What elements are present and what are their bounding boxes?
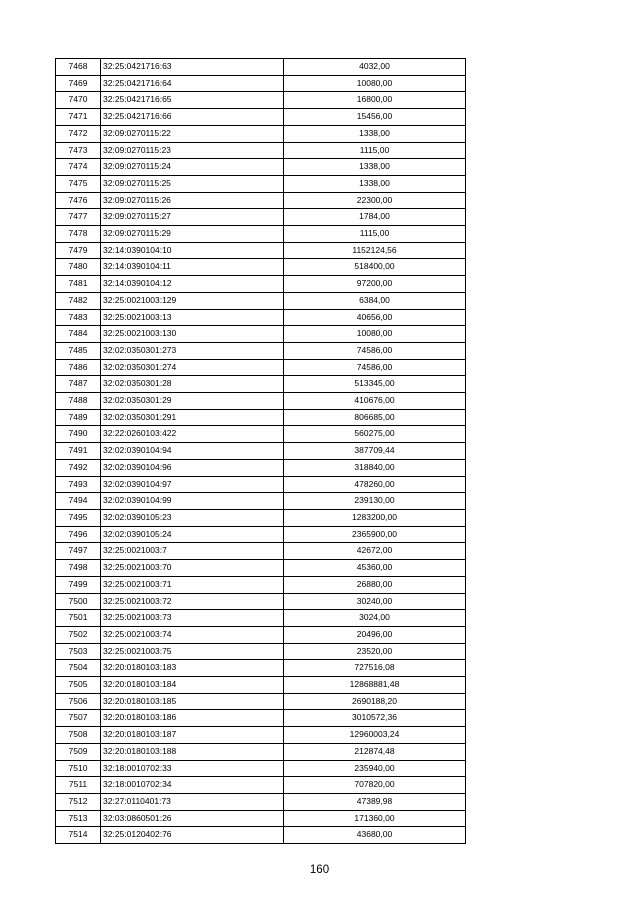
value-cell: 212874,48: [284, 743, 466, 760]
table-row: [56, 242, 466, 259]
table-row: [56, 426, 466, 443]
row-number-cell: 7512: [56, 793, 101, 810]
row-number-cell: 7478: [56, 226, 101, 243]
table-row: [56, 192, 466, 209]
cadastral-number-cell: 32:02:0390104:96: [101, 459, 284, 476]
page-number: 160: [309, 864, 330, 876]
table-row: [56, 175, 466, 192]
table-row: [56, 276, 466, 293]
cadastral-number-cell: 32:02:0390104:94: [101, 443, 284, 460]
value-cell: 727516,08: [284, 660, 466, 677]
table-row: [56, 142, 466, 159]
value-cell: 43680,00: [284, 827, 466, 844]
value-cell: 235940,00: [284, 760, 466, 777]
table-row: [56, 560, 466, 577]
row-number-cell: 7509: [56, 743, 101, 760]
value-cell: 1115,00: [284, 142, 466, 159]
row-number-cell: 7505: [56, 677, 101, 694]
cadastral-number-cell: 32:25:0021003:70: [101, 560, 284, 577]
cadastral-number-cell: 32:25:0421716:63: [101, 59, 284, 76]
value-cell: 2365900,00: [284, 526, 466, 543]
value-cell: 707820,00: [284, 777, 466, 794]
cadastral-number-cell: 32:02:0390104:99: [101, 493, 284, 510]
cadastral-table: [55, 58, 466, 844]
cadastral-number-cell: 32:09:0270115:22: [101, 125, 284, 142]
value-cell: 40656,00: [284, 309, 466, 326]
row-number-cell: 7499: [56, 576, 101, 593]
table-row: [56, 576, 466, 593]
cadastral-number-cell: 32:14:0390104:12: [101, 276, 284, 293]
table-row: [56, 543, 466, 560]
row-number-cell: 7502: [56, 626, 101, 643]
cadastral-number-cell: 32:02:0390105:23: [101, 509, 284, 526]
cadastral-number-cell: 32:18:0010702:33: [101, 760, 284, 777]
cadastral-number-cell: 32:09:0270115:25: [101, 175, 284, 192]
cadastral-number-cell: 32:25:0421716:64: [101, 75, 284, 92]
cadastral-number-cell: 32:02:0350301:273: [101, 342, 284, 359]
cadastral-number-cell: 32:25:0421716:66: [101, 109, 284, 126]
value-cell: 171360,00: [284, 810, 466, 827]
cadastral-number-cell: 32:14:0390104:11: [101, 259, 284, 276]
row-number-cell: 7497: [56, 543, 101, 560]
row-number-cell: 7491: [56, 443, 101, 460]
table-row: [56, 827, 466, 844]
row-number-cell: 7482: [56, 292, 101, 309]
row-number-cell: 7484: [56, 326, 101, 343]
table-row: [56, 710, 466, 727]
cadastral-number-cell: 32:25:0120402:76: [101, 827, 284, 844]
value-cell: 30240,00: [284, 593, 466, 610]
row-number-cell: 7500: [56, 593, 101, 610]
row-number-cell: 7501: [56, 610, 101, 627]
value-cell: 239130,00: [284, 493, 466, 510]
value-cell: 26880,00: [284, 576, 466, 593]
table-row: [56, 209, 466, 226]
value-cell: 513345,00: [284, 376, 466, 393]
cadastral-number-cell: 32:09:0270115:23: [101, 142, 284, 159]
value-cell: 10080,00: [284, 326, 466, 343]
table-body: [56, 59, 466, 844]
cadastral-number-cell: 32:25:0021003:75: [101, 643, 284, 660]
row-number-cell: 7511: [56, 777, 101, 794]
row-number-cell: 7487: [56, 376, 101, 393]
value-cell: 97200,00: [284, 276, 466, 293]
cadastral-number-cell: 32:02:0390104:97: [101, 476, 284, 493]
row-number-cell: 7493: [56, 476, 101, 493]
table-row: [56, 810, 466, 827]
value-cell: 518400,00: [284, 259, 466, 276]
cadastral-number-cell: 32:02:0350301:29: [101, 393, 284, 410]
table-row: [56, 760, 466, 777]
row-number-cell: 7474: [56, 159, 101, 176]
row-number-cell: 7488: [56, 393, 101, 410]
table-row: [56, 660, 466, 677]
table-row: [56, 259, 466, 276]
row-number-cell: 7489: [56, 409, 101, 426]
table-row: [56, 526, 466, 543]
value-cell: 1784,00: [284, 209, 466, 226]
value-cell: 806685,00: [284, 409, 466, 426]
value-cell: 3010572,36: [284, 710, 466, 727]
cadastral-number-cell: 32:25:0021003:130: [101, 326, 284, 343]
row-number-cell: 7481: [56, 276, 101, 293]
row-number-cell: 7476: [56, 192, 101, 209]
table-row: [56, 793, 466, 810]
cadastral-number-cell: 32:09:0270115:29: [101, 226, 284, 243]
cadastral-number-cell: 32:25:0021003:72: [101, 593, 284, 610]
cadastral-number-cell: 32:18:0010702:34: [101, 777, 284, 794]
table-row: [56, 727, 466, 744]
value-cell: 16800,00: [284, 92, 466, 109]
row-number-cell: 7498: [56, 560, 101, 577]
table-row: [56, 342, 466, 359]
row-number-cell: 7475: [56, 175, 101, 192]
value-cell: 23520,00: [284, 643, 466, 660]
cadastral-number-cell: 32:20:0180103:187: [101, 727, 284, 744]
cadastral-number-cell: 32:20:0180103:185: [101, 693, 284, 710]
table-row: [56, 409, 466, 426]
value-cell: 15456,00: [284, 109, 466, 126]
table-row: [56, 677, 466, 694]
value-cell: 47389,98: [284, 793, 466, 810]
value-cell: 1152124,56: [284, 242, 466, 259]
row-number-cell: 7477: [56, 209, 101, 226]
table-row: [56, 359, 466, 376]
cadastral-number-cell: 32:25:0021003:7: [101, 543, 284, 560]
row-number-cell: 7473: [56, 142, 101, 159]
row-number-cell: 7472: [56, 125, 101, 142]
value-cell: 478260,00: [284, 476, 466, 493]
table-row: [56, 92, 466, 109]
table-row: [56, 593, 466, 610]
row-number-cell: 7483: [56, 309, 101, 326]
table-row: [56, 109, 466, 126]
value-cell: 1338,00: [284, 175, 466, 192]
value-cell: 2690188,20: [284, 693, 466, 710]
table-row: [56, 376, 466, 393]
cadastral-number-cell: 32:02:0350301:274: [101, 359, 284, 376]
cadastral-number-cell: 32:25:0021003:74: [101, 626, 284, 643]
row-number-cell: 7510: [56, 760, 101, 777]
row-number-cell: 7479: [56, 242, 101, 259]
row-number-cell: 7514: [56, 827, 101, 844]
table-row: [56, 59, 466, 76]
value-cell: 20496,00: [284, 626, 466, 643]
cadastral-number-cell: 32:09:0270115:27: [101, 209, 284, 226]
table-row: [56, 743, 466, 760]
cadastral-number-cell: 32:09:0270115:24: [101, 159, 284, 176]
value-cell: 387709,44: [284, 443, 466, 460]
value-cell: 1115,00: [284, 226, 466, 243]
row-number-cell: 7471: [56, 109, 101, 126]
row-number-cell: 7469: [56, 75, 101, 92]
table-row: [56, 459, 466, 476]
row-number-cell: 7468: [56, 59, 101, 76]
table-row: [56, 159, 466, 176]
value-cell: 560275,00: [284, 426, 466, 443]
table-row: [56, 292, 466, 309]
row-number-cell: 7495: [56, 509, 101, 526]
row-number-cell: 7485: [56, 342, 101, 359]
table-row: [56, 493, 466, 510]
value-cell: 12960003,24: [284, 727, 466, 744]
table-row: [56, 610, 466, 627]
row-number-cell: 7507: [56, 710, 101, 727]
row-number-cell: 7508: [56, 727, 101, 744]
row-number-cell: 7504: [56, 660, 101, 677]
cadastral-number-cell: 32:14:0390104:10: [101, 242, 284, 259]
row-number-cell: 7470: [56, 92, 101, 109]
row-number-cell: 7492: [56, 459, 101, 476]
value-cell: 3024,00: [284, 610, 466, 627]
value-cell: 1338,00: [284, 159, 466, 176]
row-number-cell: 7480: [56, 259, 101, 276]
cadastral-number-cell: 32:02:0350301:291: [101, 409, 284, 426]
row-number-cell: 7490: [56, 426, 101, 443]
cadastral-number-cell: 32:03:0860501:26: [101, 810, 284, 827]
value-cell: 45360,00: [284, 560, 466, 577]
row-number-cell: 7496: [56, 526, 101, 543]
row-number-cell: 7513: [56, 810, 101, 827]
table-row: [56, 226, 466, 243]
cadastral-number-cell: 32:20:0180103:184: [101, 677, 284, 694]
cadastral-number-cell: 32:02:0390105:24: [101, 526, 284, 543]
value-cell: 1338,00: [284, 125, 466, 142]
cadastral-number-cell: 32:27:0110401:73: [101, 793, 284, 810]
table-row: [56, 626, 466, 643]
table-row: [56, 693, 466, 710]
table-row: [56, 476, 466, 493]
table-row: [56, 509, 466, 526]
table-row: [56, 777, 466, 794]
table-row: [56, 643, 466, 660]
value-cell: 74586,00: [284, 342, 466, 359]
row-number-cell: 7503: [56, 643, 101, 660]
cadastral-number-cell: 32:25:0021003:71: [101, 576, 284, 593]
value-cell: 22300,00: [284, 192, 466, 209]
value-cell: 74586,00: [284, 359, 466, 376]
value-cell: 410676,00: [284, 393, 466, 410]
table-row: [56, 326, 466, 343]
cadastral-number-cell: 32:25:0421716:65: [101, 92, 284, 109]
cadastral-number-cell: 32:20:0180103:188: [101, 743, 284, 760]
value-cell: 6384,00: [284, 292, 466, 309]
table-row: [56, 309, 466, 326]
cadastral-number-cell: 32:20:0180103:183: [101, 660, 284, 677]
table-row: [56, 75, 466, 92]
table-row: [56, 125, 466, 142]
value-cell: 318840,00: [284, 459, 466, 476]
row-number-cell: 7486: [56, 359, 101, 376]
cadastral-number-cell: 32:22:0260103:422: [101, 426, 284, 443]
cadastral-number-cell: 32:20:0180103:186: [101, 710, 284, 727]
value-cell: 4032,00: [284, 59, 466, 76]
value-cell: 1283200,00: [284, 509, 466, 526]
cadastral-number-cell: 32:25:0021003:13: [101, 309, 284, 326]
cadastral-number-cell: 32:25:0021003:129: [101, 292, 284, 309]
row-number-cell: 7494: [56, 493, 101, 510]
value-cell: 12868881,48: [284, 677, 466, 694]
cadastral-number-cell: 32:02:0350301:28: [101, 376, 284, 393]
cadastral-number-cell: 32:25:0021003:73: [101, 610, 284, 627]
table-row: [56, 443, 466, 460]
value-cell: 10080,00: [284, 75, 466, 92]
cadastral-number-cell: 32:09:0270115:26: [101, 192, 284, 209]
value-cell: 42672,00: [284, 543, 466, 560]
row-number-cell: 7506: [56, 693, 101, 710]
table-row: [56, 393, 466, 410]
